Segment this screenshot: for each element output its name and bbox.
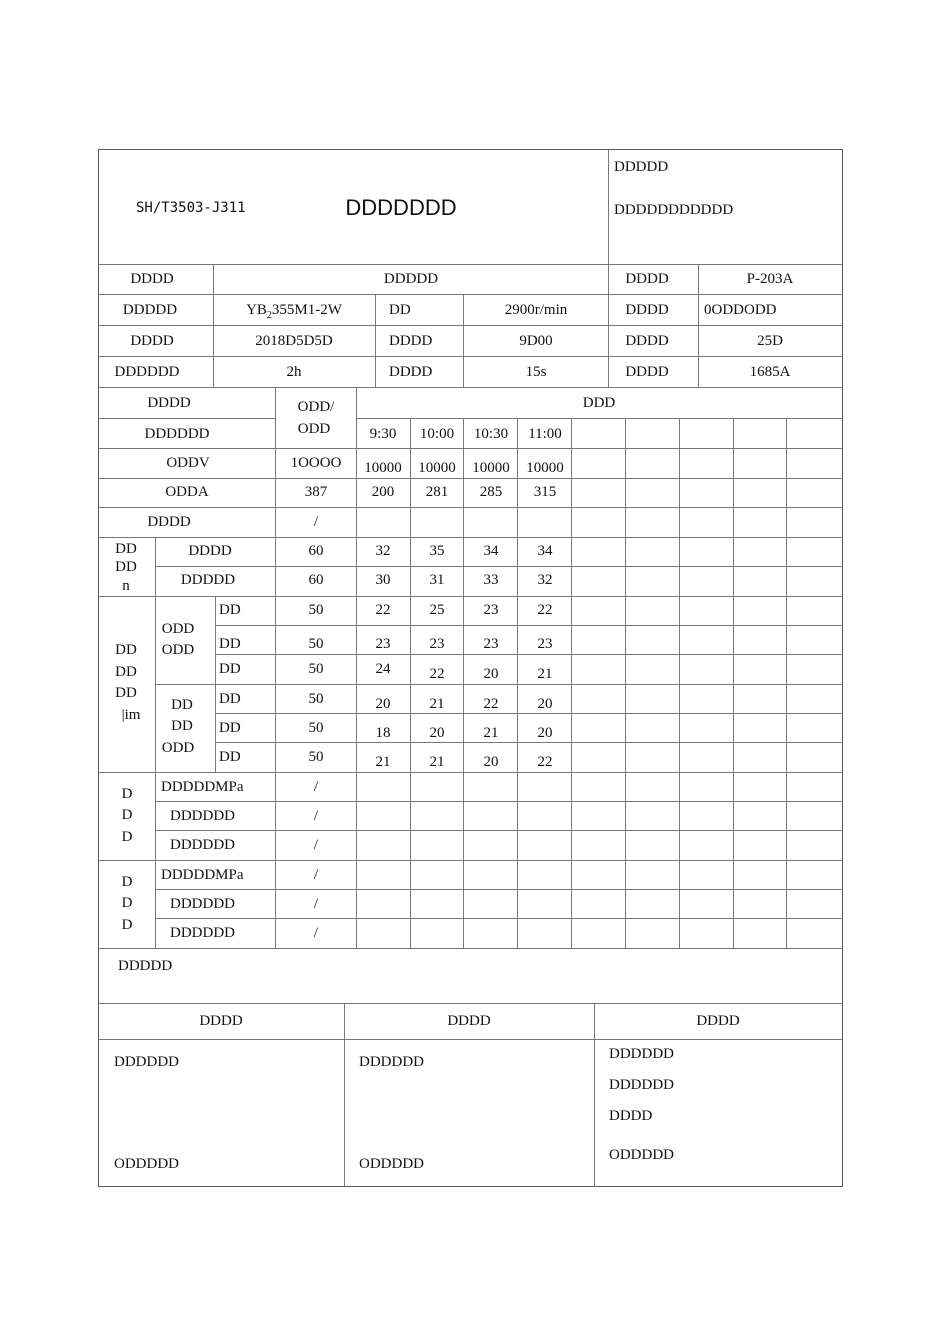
group-label: DD bbox=[115, 664, 137, 680]
spec-cell: 50 bbox=[308, 636, 324, 652]
info-label: DDDD bbox=[130, 271, 174, 287]
info-label: DDDD bbox=[389, 333, 433, 349]
row-label: DDDD bbox=[147, 514, 191, 530]
value-cell: 21 bbox=[483, 725, 499, 741]
spec-cell: / bbox=[313, 837, 319, 853]
signature-line: DDDDDD bbox=[359, 1054, 424, 1070]
value-cell: 30 bbox=[375, 572, 391, 588]
value-cell: 10000 bbox=[472, 460, 510, 476]
start-current: 1685A bbox=[749, 364, 791, 380]
value-cell: 18 bbox=[375, 725, 391, 741]
value-cell: 34 bbox=[537, 543, 553, 559]
row-label: DD bbox=[219, 602, 241, 618]
spec-cell: / bbox=[313, 896, 319, 912]
ambient-temp: 25D bbox=[757, 333, 783, 349]
info-label: DDDDD bbox=[122, 302, 178, 318]
signature-line: DDDDDD bbox=[609, 1046, 674, 1062]
subgroup-label: ODD bbox=[161, 642, 195, 658]
row-label: DDDDDD bbox=[170, 837, 235, 853]
group-label: DD bbox=[115, 559, 137, 575]
value-cell: 23 bbox=[483, 636, 499, 652]
time-cell: 11:00 bbox=[528, 426, 562, 442]
info-label: DDDD bbox=[625, 364, 669, 380]
value-cell: 20 bbox=[483, 666, 499, 682]
col-header-item: DDDD bbox=[147, 395, 191, 411]
spec-cell: 50 bbox=[308, 661, 324, 677]
subgroup-label: ODD bbox=[161, 621, 195, 637]
signature-line: ODDDDD bbox=[114, 1156, 179, 1172]
standard-code: SH/T3503-J311 bbox=[136, 200, 246, 216]
spec-cell: 1OOOO bbox=[290, 455, 342, 471]
spec-cell: 50 bbox=[308, 720, 324, 736]
info-label: DD bbox=[389, 302, 411, 318]
row-label: DD bbox=[219, 636, 241, 652]
signature-header: DDDD bbox=[696, 1013, 740, 1029]
value-cell: 23 bbox=[429, 636, 445, 652]
motor-model: $YB_2355M1-2W$ bbox=[246, 302, 342, 321]
spec-cell: 50 bbox=[308, 749, 324, 765]
group-label: DD bbox=[115, 685, 137, 701]
value-cell: 34 bbox=[483, 543, 499, 559]
value-cell: 22 bbox=[483, 696, 499, 712]
subgroup-label: DD bbox=[171, 718, 193, 734]
group-label: |im bbox=[121, 707, 141, 723]
row-label: DDDD bbox=[188, 543, 232, 559]
value-cell: 200 bbox=[371, 484, 395, 500]
col-header-spec-line2: ODD bbox=[297, 421, 331, 437]
value-cell: 20 bbox=[537, 725, 553, 741]
group-label: D bbox=[121, 786, 133, 802]
info-label: DDDD bbox=[389, 364, 433, 380]
value-cell: 21 bbox=[537, 666, 553, 682]
spec-cell: 50 bbox=[308, 691, 324, 707]
value-cell: 32 bbox=[537, 572, 553, 588]
info-value: 0ODDODD bbox=[704, 302, 777, 318]
header-right-line2: DDDDDDDDDDD bbox=[614, 202, 734, 218]
value-cell: 21 bbox=[429, 696, 445, 712]
signature-header: DDDD bbox=[447, 1013, 491, 1029]
value-cell: 31 bbox=[429, 572, 445, 588]
row-label: DDDDD bbox=[180, 572, 236, 588]
row-label: DD bbox=[219, 720, 241, 736]
value-cell: 10000 bbox=[526, 460, 564, 476]
subgroup-label: ODD bbox=[161, 740, 195, 756]
row-label: DD bbox=[219, 661, 241, 677]
value-cell: 23 bbox=[375, 636, 391, 652]
row-label: DDDDDD bbox=[170, 925, 235, 941]
spec-cell: / bbox=[313, 867, 319, 883]
spec-cell: / bbox=[313, 808, 319, 824]
value-cell: 23 bbox=[537, 636, 553, 652]
value-cell: 32 bbox=[375, 543, 391, 559]
time-cell: 9:30 bbox=[369, 426, 397, 442]
group-label: D bbox=[121, 829, 133, 845]
start-duration: 15s bbox=[525, 364, 547, 380]
spec-cell: 60 bbox=[308, 572, 324, 588]
group-label: D bbox=[121, 807, 133, 823]
value-cell: 22 bbox=[537, 754, 553, 770]
signature-line: ODDDDD bbox=[359, 1156, 424, 1172]
group-label: D bbox=[121, 917, 133, 933]
value-cell: 10000 bbox=[364, 460, 402, 476]
row-label: ODDV bbox=[166, 455, 210, 471]
row-label: ODDA bbox=[165, 484, 209, 500]
value-cell: 315 bbox=[533, 484, 557, 500]
group-label: DD bbox=[115, 541, 137, 557]
spec-cell: / bbox=[313, 514, 319, 530]
test-date: 2018D5D5D bbox=[255, 333, 333, 349]
value-cell: 22 bbox=[537, 602, 553, 618]
signature-line: DDDDDD bbox=[609, 1077, 674, 1093]
spec-cell: / bbox=[313, 779, 319, 795]
value-cell: 20 bbox=[483, 754, 499, 770]
row-label: DDDDDD bbox=[170, 896, 235, 912]
signature-line: ODDDDD bbox=[609, 1147, 674, 1163]
col-header-spec-line1: ODD/ bbox=[297, 399, 335, 415]
value-cell: 33 bbox=[483, 572, 499, 588]
info-label: DDDD bbox=[625, 302, 669, 318]
value-cell: 10000 bbox=[418, 460, 456, 476]
signature-line: DDDDDD bbox=[114, 1054, 179, 1070]
value-cell: 22 bbox=[429, 666, 445, 682]
value-cell: 24 bbox=[375, 661, 391, 677]
remarks-label: DDDDD bbox=[118, 958, 173, 974]
value-cell: 23 bbox=[483, 602, 499, 618]
row-label: DDDDDMPa bbox=[161, 779, 244, 795]
info-label: DDDD bbox=[130, 333, 174, 349]
spec-cell: 60 bbox=[308, 543, 324, 559]
row-label: DD bbox=[219, 691, 241, 707]
value-cell: 20 bbox=[537, 696, 553, 712]
info-label: DDDD bbox=[625, 333, 669, 349]
info-label: DDDD bbox=[625, 271, 669, 287]
value-cell: 285 bbox=[479, 484, 503, 500]
row-label: DD bbox=[219, 749, 241, 765]
value-cell: 21 bbox=[375, 754, 391, 770]
spec-cell: 387 bbox=[304, 484, 328, 500]
row-label: DDDDDD bbox=[144, 426, 210, 442]
group-label: D bbox=[121, 895, 133, 911]
form-title: DDDDDDD bbox=[345, 195, 457, 220]
start-time: 9D00 bbox=[519, 333, 553, 349]
group-label: n bbox=[122, 578, 130, 594]
value-cell: 22 bbox=[375, 602, 391, 618]
value-cell: 20 bbox=[375, 696, 391, 712]
value-cell: 20 bbox=[429, 725, 445, 741]
group-label: DD bbox=[115, 642, 137, 658]
run-duration: 2h bbox=[286, 364, 302, 380]
info-value: DDDDD bbox=[383, 271, 439, 287]
value-cell: 35 bbox=[429, 543, 445, 559]
row-label: DDDDDD bbox=[170, 808, 235, 824]
subgroup-label: DD bbox=[171, 697, 193, 713]
pump-tag: P-203A bbox=[746, 271, 794, 287]
col-header-record: DDD bbox=[582, 395, 616, 411]
time-cell: 10:00 bbox=[419, 426, 455, 442]
signature-header: DDDD bbox=[199, 1013, 243, 1029]
value-cell: 21 bbox=[429, 754, 445, 770]
group-label: D bbox=[121, 874, 133, 890]
info-label: DDDDDD bbox=[114, 364, 180, 380]
header-right-line1: DDDDD bbox=[614, 159, 669, 175]
signature-line: DDDD bbox=[609, 1108, 653, 1124]
time-cell: 10:30 bbox=[473, 426, 509, 442]
spec-cell: / bbox=[313, 925, 319, 941]
speed-value: 2900r/min bbox=[504, 302, 568, 318]
spec-cell: 50 bbox=[308, 602, 324, 618]
value-cell: 281 bbox=[425, 484, 449, 500]
value-cell: 25 bbox=[429, 602, 445, 618]
row-label: DDDDDMPa bbox=[161, 867, 244, 883]
